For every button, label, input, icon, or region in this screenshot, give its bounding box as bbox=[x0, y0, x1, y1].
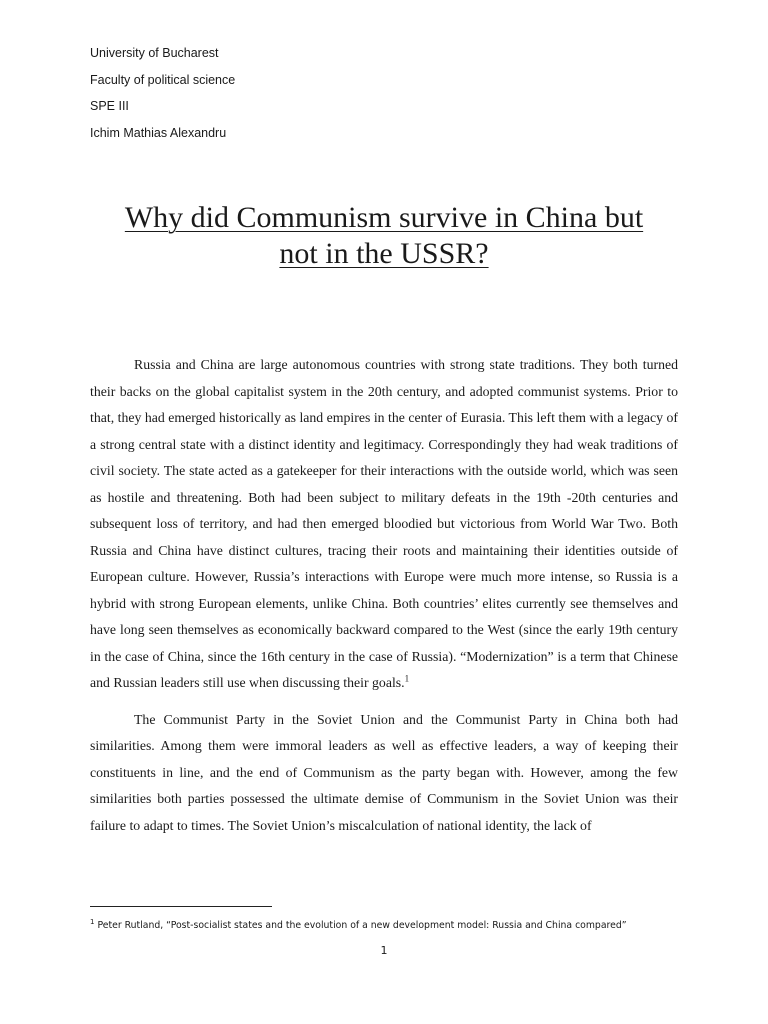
document-body bbox=[90, 352, 678, 849]
document-title bbox=[60, 200, 708, 272]
paragraph-1-text: Russia and China are large autonomous countries with strong state traditions. They both turned their backs on the global capitalist system in the 20th century, and adopted communist systems. Prior to that, they had emerged historically as land empires in the center of Eurasia. This left them with a legacy of a strong central state with a distinct identity and legitimacy. Correspondingly they had weak traditions of civil society. The state acted as a gatekeeper for their interactions with the outside world, which was seen as hostile and threatening. Both had been subject to military defeats in the 19th -20th centuries and subsequent loss of territory, and had then emerged bloodied but victorious from World War Two. Both Russia and China have distinct cultures, tracing their roots and maintaining their identities outside of European culture. However, Russia’s interactions with Europe were much more intense, so Russia is a hybrid with strong European elements, unlike China. Both countries’ elites currently see themselves and have long seen themselves as economically backward compared to the West (since the early 19th century in the case of China, since the 16th century in the case of Russia). “Modernization” is a term that Chinese and Russian leaders still use when discussing their goals. bbox=[90, 357, 678, 690]
footnote-number: 1 bbox=[90, 918, 95, 926]
paragraph-2-text: The Communist Party in the Soviet Union and the Communist Party in China both had similarities. Among them were immoral leaders as well as effective leaders, a way of keeping their constituents in line, and the end of Communism as the party began with. However, among the few similarities both parties possessed the ultimate demise of Communism in the Soviet Union was their failure to adapt to times. The Soviet Union’s miscalculation of national identity, the lack of bbox=[90, 711, 678, 833]
body-paragraph-1 bbox=[90, 352, 678, 697]
title-line-1: Why did Communism survive in China but bbox=[124, 201, 644, 234]
footnote bbox=[90, 915, 690, 933]
body-paragraph-2 bbox=[90, 707, 678, 840]
footnote-separator bbox=[90, 906, 272, 907]
header-course: SPE III bbox=[90, 99, 129, 113]
author-header bbox=[90, 44, 235, 150]
header-faculty: Faculty of political science bbox=[90, 72, 236, 87]
title-line-2: not in the USSR? bbox=[279, 237, 489, 270]
footnote-text: Peter Rutland, “Post-socialist states and the evolution of a new development model: Russia and China compared” bbox=[97, 920, 627, 932]
footnote-reference: 1 bbox=[404, 673, 410, 684]
page-number: 1 bbox=[380, 944, 388, 957]
header-author: Ichim Mathias Alexandru bbox=[90, 125, 227, 140]
header-university: University of Bucharest bbox=[90, 46, 219, 60]
